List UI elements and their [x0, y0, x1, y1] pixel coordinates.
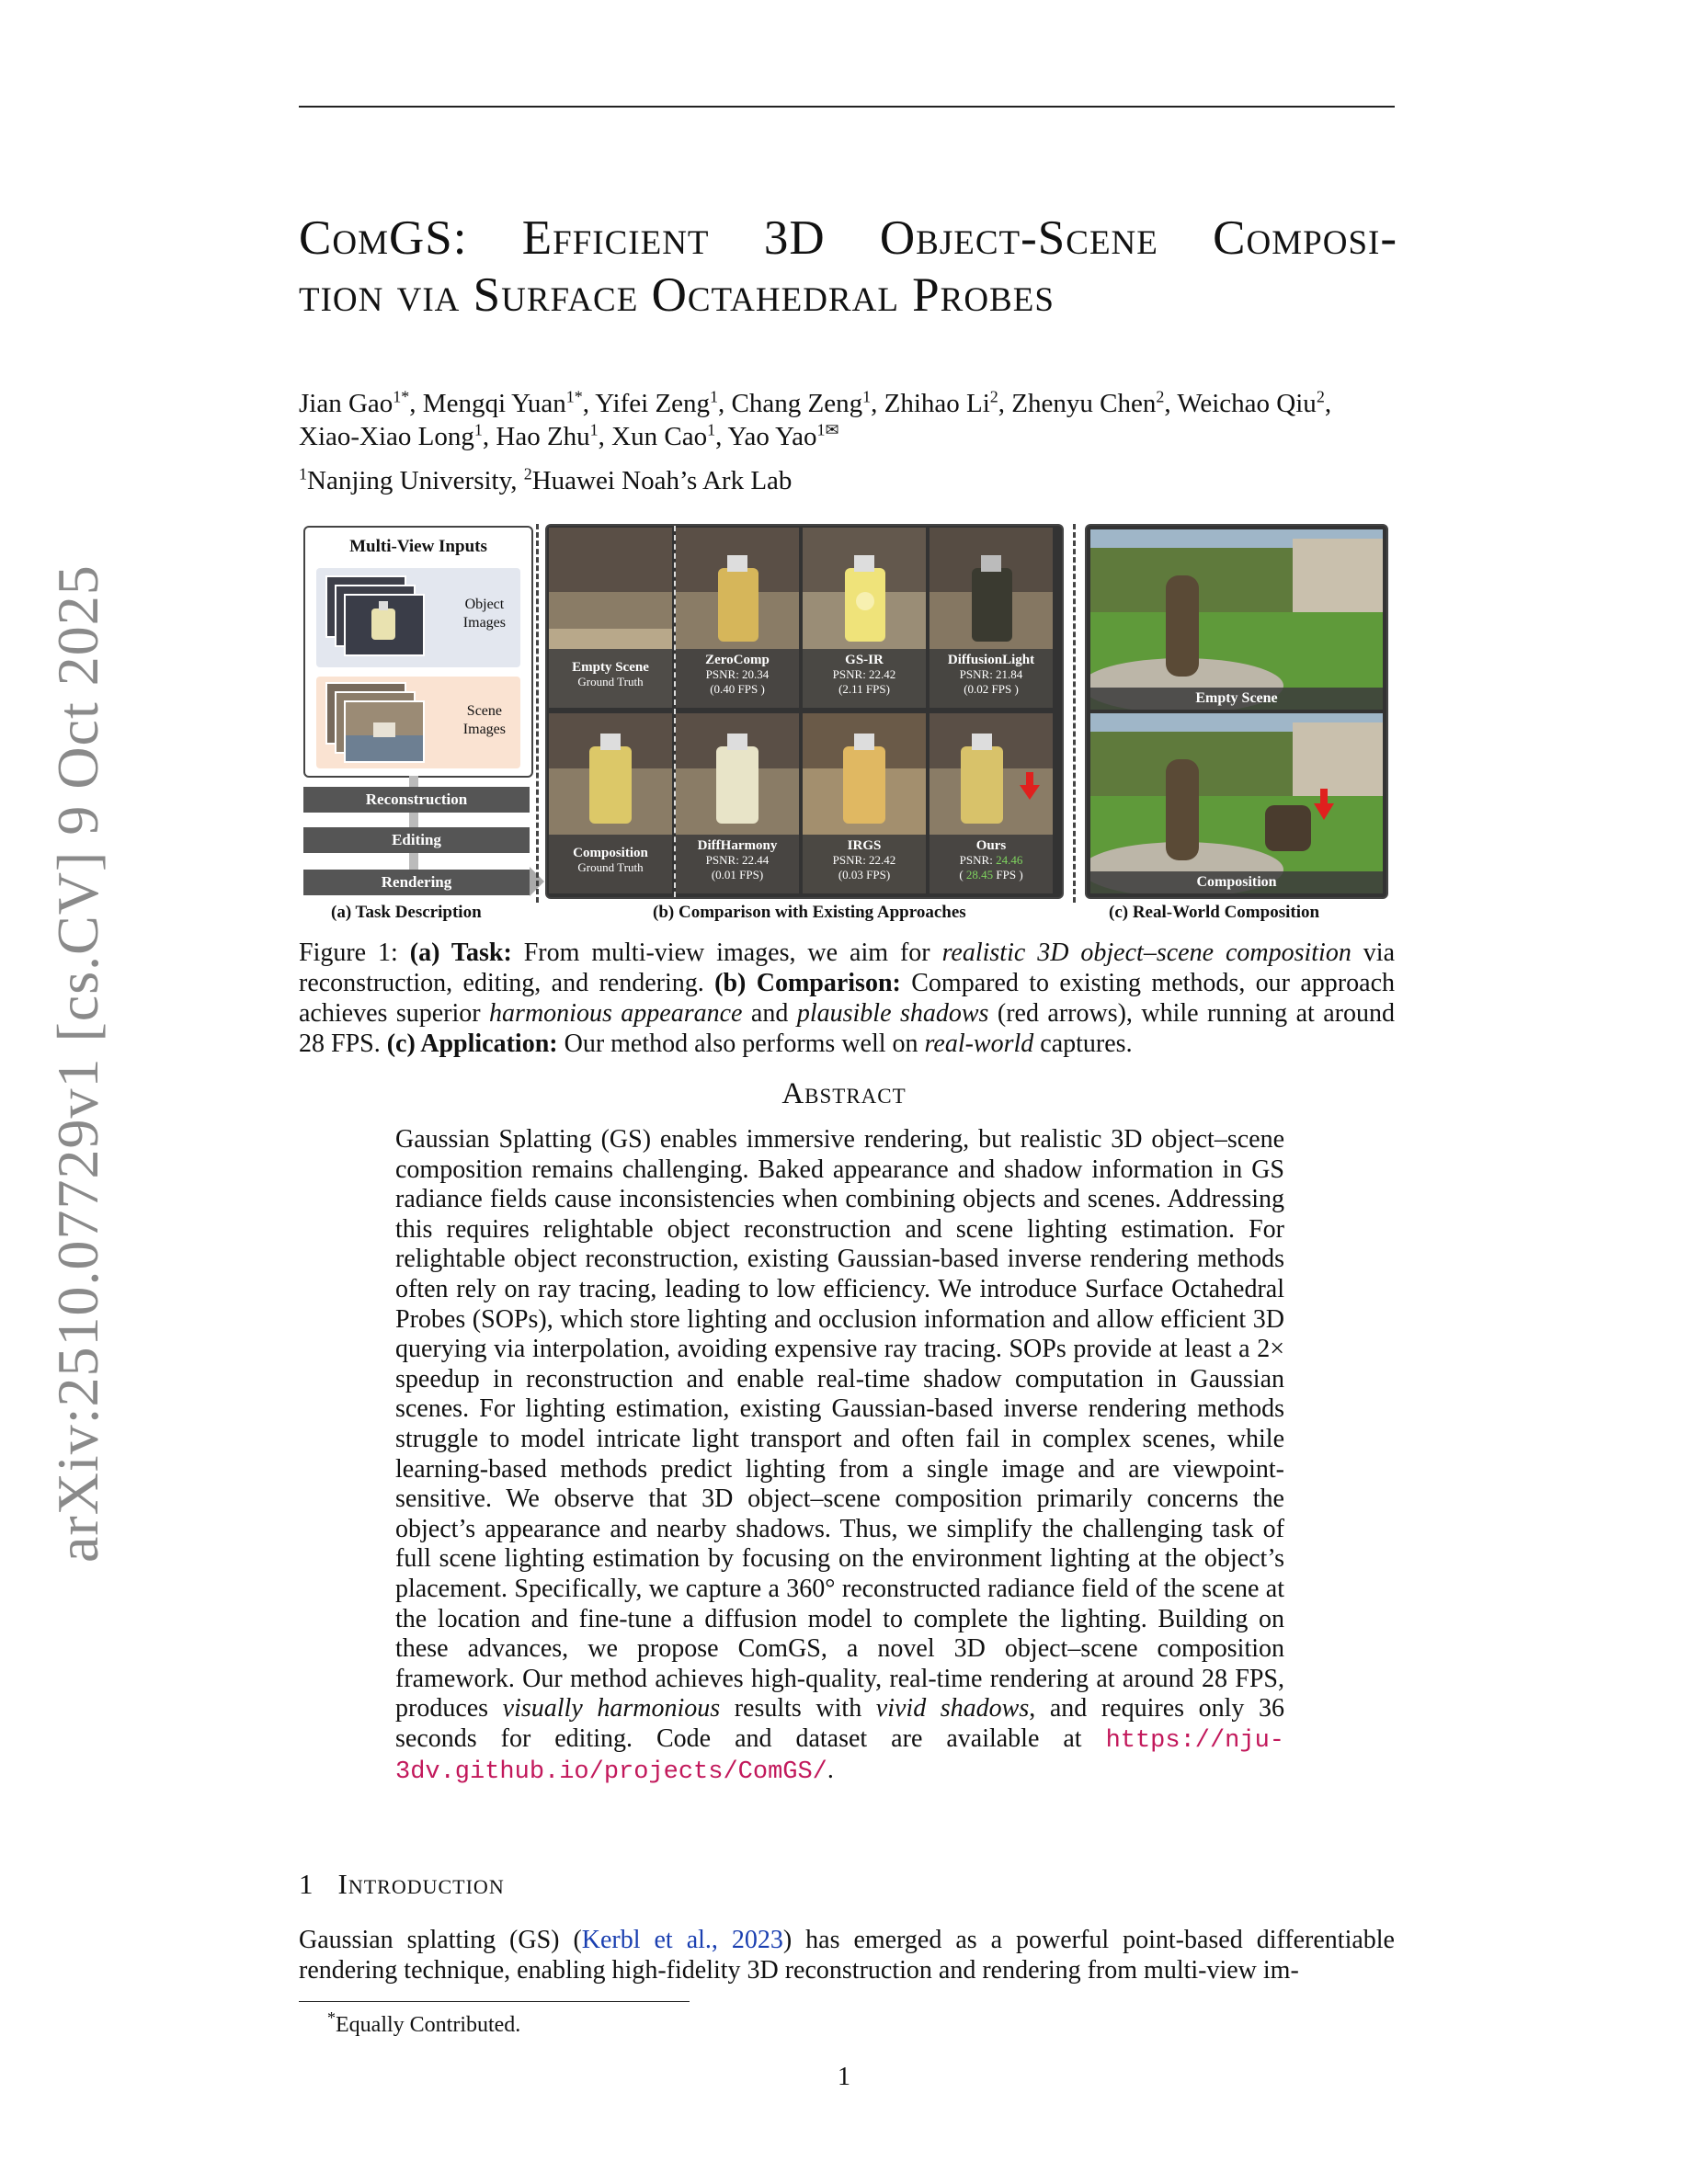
figcap-text: From multi-view images, we aim for	[511, 938, 942, 967]
pipeline-connector	[409, 813, 418, 827]
cell-caption	[676, 649, 799, 708]
subcaption-a: (a) Task Description	[331, 903, 482, 922]
method-fps: (0.01 FPS)	[711, 868, 764, 882]
section-title: Introduction	[337, 1868, 505, 1900]
author-name: Yao Yao	[727, 422, 817, 451]
abstract-emph: visually harmonious	[502, 1694, 721, 1723]
abstract-body	[395, 1125, 1284, 1788]
citation-link[interactable]: Kerbl et al., 2023	[581, 1926, 783, 1954]
figcap-c-label: (c) Application:	[386, 1029, 558, 1058]
red-arrow-icon	[1020, 772, 1040, 800]
panel-a-title: Multi-View Inputs	[349, 537, 487, 556]
realworld-empty-photo	[1090, 529, 1383, 710]
scene-label-1: Scene	[466, 703, 502, 719]
title-line-1: ComGS: Efficient 3D Object-Scene Composi-	[299, 211, 1397, 265]
subcaption-c: (c) Real-World Composition	[1109, 903, 1320, 922]
figcap-emph: real-world	[924, 1029, 1034, 1058]
method-detail: Ground Truth	[577, 675, 644, 688]
panel-b-comparison	[545, 524, 1064, 899]
method-psnr: PSNR: 22.42	[832, 667, 896, 681]
author-affil-marker: 1	[710, 387, 719, 406]
object-label-1: Object	[464, 597, 505, 612]
author-affil-marker: 1*	[393, 387, 410, 406]
author-name: Zhihao Li	[884, 389, 990, 418]
scene-image-thumb	[344, 700, 425, 763]
method-fps: (2.11 FPS)	[838, 682, 890, 696]
scene-images-label	[463, 702, 506, 739]
abstract-text: .	[827, 1756, 834, 1785]
fps-close: FPS )	[993, 868, 1023, 882]
figcap-emph: realistic 3D object–scene composition	[941, 938, 1352, 967]
figcap-emph: harmonious appearance	[489, 999, 743, 1028]
page-number: 1	[838, 2063, 850, 2091]
author-list	[299, 387, 1397, 453]
intro-text: Gaussian splatting (GS) (	[299, 1926, 582, 1954]
author-affil-marker: 2	[1156, 387, 1165, 406]
figcap-text: via reconstruction, editing, and rendering.	[299, 938, 1395, 997]
cell-caption	[930, 649, 1053, 708]
author-name: Jian Gao	[299, 389, 393, 418]
abstract-text: Gaussian Splatting (GS) enables immersive rendering, but realistic 3D object–scene composition remains challenging. Baked appearance and shadow information in GS radiance fields cause inconsistencies when combining objects and scenes. Addressing this requires relightable object reconstruction and scene lighting estimation. For relightable object reconstruction, existing Gaussian-based inverse rendering methods often rely on ray tracing, leading to low efficiency. We introduce Surface Octahedral Probes (SOPs), which store lighting and occlusion information and allow efficient 3D querying via interpolation, avoiding expensive ray tracing. SOPs provide at least a 2× speedup in reconstruction and enable real-time shadow computation in Gaussian scenes. For lighting estimation, existing Gaussian-based inverse rendering methods struggle to model intricate light transport and often fail in complex scenes, while learning-based methods predict lighting from a single image and are viewpoint-sensitive. We observe that 3D object–scene composition primarily concerns the object’s appearance and nearby shadows. Thus, we simplify the challenging task of full scene lighting estimation by focusing on the environment lighting at the object’s placement. Specifically, we capture a 360° reconstructed radiance field of the scene at the location and fine-tune a diffusion model to complete the lighting. Building on these advances, we propose ComGS, a novel 3D object–scene composition framework. Our method achieves high-quality, real-time rendering at around 28 FPS, produces	[395, 1125, 1284, 1723]
column-divider	[674, 526, 676, 897]
figcap-a-label: (a) Task:	[409, 938, 512, 967]
intro-text: ) has emerged as a powerful point-based differentiable rendering technique, enabling high-fidelity 3D reconstruction and rendering from multi-view im-	[299, 1926, 1395, 1985]
introduction-paragraph	[299, 1925, 1395, 1985]
figcap-b-label: (b) Comparison:	[714, 969, 901, 997]
step-rendering: Rendering	[303, 870, 530, 895]
author-name: Yifei Zeng	[595, 389, 711, 418]
cell-irgs	[803, 713, 926, 893]
footnote	[327, 2008, 521, 2038]
realworld-composition	[1090, 713, 1383, 893]
cell-diffharmony	[676, 713, 799, 893]
affiliations	[299, 464, 1397, 497]
cell-composition-gt	[549, 713, 672, 893]
scene-thumbnail-icon	[346, 702, 423, 761]
method-name: DiffusionLight	[947, 653, 1035, 667]
method-psnr: PSNR: 20.34	[705, 667, 770, 681]
figure-caption	[299, 938, 1395, 1059]
header-rule	[299, 106, 1395, 108]
figcap-text: captures.	[1033, 1029, 1133, 1058]
realworld-composition-caption: Composition	[1090, 871, 1383, 893]
author-name: Mengqi Yuan	[422, 389, 566, 418]
affil-sup-1: 1	[299, 464, 307, 483]
arxiv-stamp: arXiv:2510.07729v1 [cs.CV] 9 Oct 2025	[45, 564, 110, 1563]
author-line-1: Jian Gao$^{1*}$, Mengqi Yuan$^{1*}$, Yifei Zeng$^1$, Chang Zeng$^1$, Zhihao Li$^2$, Zhenyu Chen$^2$, Weichao Qiu$^2$,	[299, 387, 1332, 418]
pipeline-connector	[409, 776, 418, 787]
title-line-2: tion via Surface Octahedral Probes	[299, 268, 1055, 322]
author-affil-marker: 2	[1316, 387, 1325, 406]
object-label-2: Images	[462, 615, 506, 631]
author-name: Weichao Qiu	[1177, 389, 1317, 418]
step-editing: Editing	[303, 827, 530, 853]
affil-2: Huawei Noah’s Ark Lab	[531, 466, 793, 495]
affil-sup-2: 2	[523, 464, 532, 483]
cell-empty-scene	[549, 528, 672, 708]
author-name: Xiao-Xiao Long	[299, 422, 474, 451]
cell-caption	[803, 835, 926, 893]
figcap-text: Compared to existing methods, our approach achieves superior	[299, 969, 1395, 1028]
cell-zerocomp	[676, 528, 799, 708]
paper-title	[299, 210, 1397, 324]
figure-1	[299, 524, 1395, 938]
section-heading-introduction	[299, 1868, 505, 1901]
object-images-box	[316, 568, 520, 667]
method-psnr: PSNR: 22.44	[705, 853, 770, 867]
method-name: Ours	[975, 838, 1007, 853]
divider-a-b	[536, 524, 539, 903]
cell-gsir	[803, 528, 926, 708]
method-name: Composition	[573, 846, 648, 860]
author-name: Xun Cao	[611, 422, 708, 451]
footnote-marker: *	[327, 2008, 336, 2027]
figcap-prefix: Figure 1:	[299, 938, 410, 967]
fps-open: (	[959, 868, 966, 882]
abstract-text: results with	[720, 1694, 876, 1723]
cup-thumbnail-icon	[346, 596, 423, 654]
psnr-value: 24.46	[996, 853, 1023, 867]
pipeline-connector	[409, 853, 418, 870]
method-fps	[930, 868, 1053, 882]
cell-diffusionlight	[930, 528, 1053, 708]
author-affil-marker: 1	[707, 420, 716, 439]
figcap-text: (red arrows), while running at around 28 FPS.	[299, 999, 1395, 1058]
author-affil-marker: 1	[473, 420, 483, 439]
author-affil-marker: 1	[862, 387, 872, 406]
realworld-empty-caption: Empty Scene	[1090, 688, 1383, 710]
realworld-empty	[1090, 529, 1383, 710]
scene-label-2: Images	[462, 722, 506, 737]
abstract-heading: Abstract	[781, 1077, 907, 1110]
cell-caption	[803, 649, 926, 708]
author-affil-marker: 1*	[565, 387, 583, 406]
author-affil-marker: 1✉	[816, 420, 839, 439]
project-url-link[interactable]: https://nju-3dv.github.io/projects/ComGS/	[395, 1726, 1284, 1787]
object-images-label	[463, 596, 506, 632]
method-name: GS-IR	[845, 653, 884, 667]
author-affil-marker: 1	[589, 420, 599, 439]
method-fps: (0.40 FPS )	[710, 682, 765, 696]
cell-ours	[930, 713, 1053, 893]
method-name: ZeroComp	[705, 653, 770, 667]
cell-caption	[930, 835, 1053, 893]
abstract-text: , and requires only 36 seconds for editing. Code and dataset are available at	[395, 1694, 1284, 1753]
realworld-composition-photo	[1090, 713, 1383, 893]
figcap-text: Our method also performs well on	[557, 1029, 925, 1058]
subcaption-b: (b) Comparison with Existing Approaches	[653, 903, 966, 922]
method-name: IRGS	[847, 838, 882, 853]
divider-b-c	[1073, 524, 1076, 903]
scene-images-box	[316, 677, 520, 768]
object-image-thumb	[344, 594, 425, 656]
method-fps: (0.02 FPS )	[964, 682, 1019, 696]
affil-1: Nanjing University,	[307, 466, 524, 495]
method-detail: Ground Truth	[577, 860, 644, 874]
psnr-label: PSNR:	[959, 853, 997, 867]
figcap-text: and	[742, 999, 797, 1028]
method-name: Empty Scene	[572, 660, 649, 675]
author-affil-marker: 2	[989, 387, 998, 406]
panel-c-realworld	[1085, 524, 1388, 899]
method-name: DiffHarmony	[697, 838, 778, 853]
cell-caption	[676, 835, 799, 893]
panel-a-inputs	[303, 526, 533, 778]
step-reconstruction: Reconstruction	[303, 787, 530, 813]
footnote-rule	[299, 2001, 690, 2002]
cell-caption	[549, 649, 672, 708]
abstract-emph: vivid shadows	[875, 1694, 1030, 1723]
footnote-text: Equally Contributed.	[336, 2013, 521, 2037]
method-fps: (0.03 FPS)	[838, 868, 891, 882]
section-number: 1	[299, 1868, 314, 1900]
method-psnr	[930, 853, 1053, 868]
cell-caption	[549, 835, 672, 893]
author-line-2: Xiao-Xiao Long$^1$, Hao Zhu$^1$, Xun Cao$^1$, Yao Yao$^{1✉}$	[299, 420, 839, 451]
author-name: Chang Zeng	[731, 389, 863, 418]
author-name: Zhenyu Chen	[1011, 389, 1157, 418]
fps-value: 28.45	[965, 868, 994, 882]
author-name: Hao Zhu	[496, 422, 590, 451]
method-psnr: PSNR: 21.84	[959, 667, 1023, 681]
figcap-emph: plausible shadows	[796, 999, 989, 1028]
method-psnr: PSNR: 22.42	[832, 853, 896, 867]
